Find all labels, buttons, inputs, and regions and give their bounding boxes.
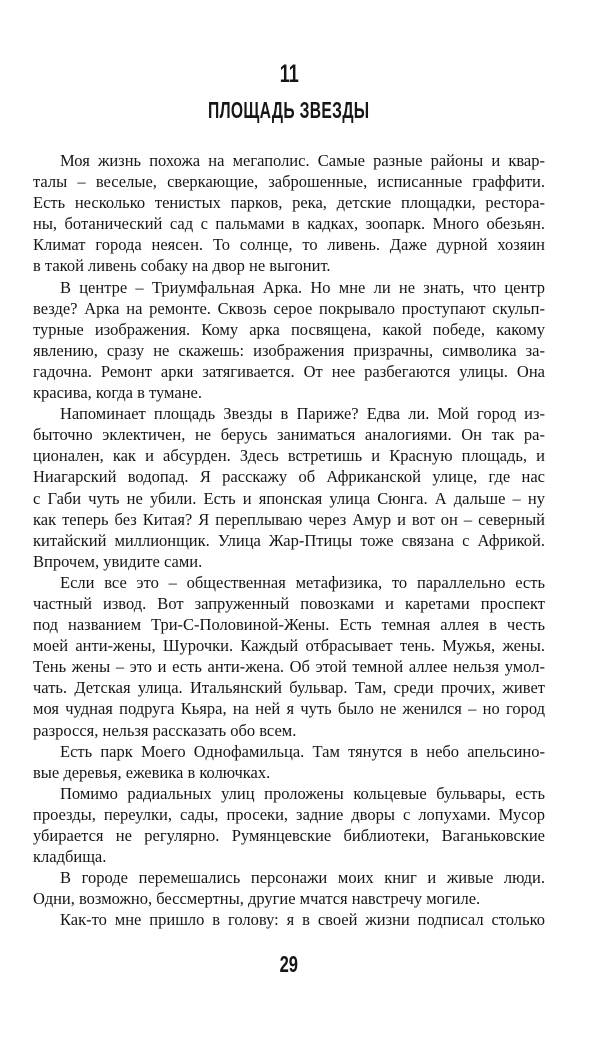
text-line: Ниагарский водопад. Я расскажу об Африканской улице, где нас (33, 467, 545, 487)
page-number (33, 951, 545, 977)
text-line: убирается не регулярно. Румянцевские библиотеки, Ваганьковские (33, 826, 545, 845)
text-line: красива, когда в тумане. (33, 383, 202, 403)
chapter-number (33, 61, 545, 87)
text-line: Впрочем, увидите сами. (33, 551, 203, 571)
text-line: ционален, как и абсурден. Здесь встретишь и Красную площадь, и (33, 446, 545, 466)
text-line: вые деревья, ежевика в колючках. (33, 762, 271, 782)
text-line: Помимо радиальных улиц проложены кольцевые бульвары, есть (60, 783, 545, 803)
text-line: В городе перемешались персонажи моих книг и живые люди. (60, 868, 545, 888)
body-text (33, 150, 545, 930)
text-line: моей анти-жены, Шурочки. Каждый отбрасывает тень. Мужья, жены. (33, 636, 545, 656)
text-line: Напоминает площадь Звезды в Париже? Едва ли. Мой город из- (60, 404, 545, 424)
text-line: разросся, нельзя рассказать обо всем. (33, 720, 297, 740)
text-line: проезды, переулки, сады, просеки, задние дворы с лопухами. Мусор (33, 804, 545, 824)
text-line: Есть несколько тенистых парков, река, детские площадки, рестора- (33, 193, 545, 213)
chapter-title-text: ПЛОЩАДЬ ЗВЕЗДЫ (208, 97, 370, 123)
text-line: талы – веселые, сверкающие, заброшенные, исписанные граффити. (33, 172, 545, 192)
text-line: Климат города неясен. То солнце, то ливень. Даже дурной хозяин (33, 235, 545, 255)
text-line: быточно эклектичен, не берусь заниматься аналогиями. Он так ра- (33, 425, 545, 445)
text-line: Моя жизнь похожа на мегаполис. Самые разные районы и квар- (60, 151, 545, 170)
text-line: чать. Детская улица. Итальянский бульвар. Там, среди прочих, живет (33, 678, 545, 698)
page-number-text: 29 (279, 951, 299, 977)
text-line: Как-то мне пришло в голову: я в своей жизни подписал столько (60, 910, 545, 930)
chapter-number-text: 11 (279, 60, 299, 88)
text-line: Одни, возможно, бессмертны, другие мчатся навстречу могиле. (33, 889, 481, 909)
text-line: Если все это – общественная метафизика, то параллельно есть (60, 572, 545, 592)
text-line: турные изображения. Кому арка посвящена, какой победе, какому (33, 319, 545, 339)
chapter-title (33, 96, 545, 124)
text-line: частный извод. Вот запруженный повозками и каретами проспект (33, 593, 545, 613)
text-line: с Габи чуть не убили. Есть и японская улица Сюнга. А дальше – ну (33, 488, 545, 508)
text-line: китайский миллионщик. Улица Жар-Птицы тоже связана с Африкой. (33, 530, 545, 550)
text-line: в такой ливень собаку на двор не выгонит. (33, 256, 331, 276)
text-line: кладбища. (33, 847, 107, 867)
text-line: В центре – Триумфальная Арка. Но мне ли не знать, что центр (60, 277, 545, 297)
text-line: ны, ботанический сад с пальмами в кадках, зоопарк. Много обезьян. (33, 214, 545, 234)
text-line: как теперь без Китая? Я переплываю через Амур и вот он – северный (33, 509, 545, 529)
text-line: под названием Три-С-Половиной-Жены. Есть темная аллея в честь (33, 615, 545, 635)
text-line: Тень жены – это и есть анти-жена. Об этой темной аллее нельзя умол- (33, 657, 545, 677)
text-line: гадочна. Ремонт арки затягивается. От нее разбегаются улицы. Она (33, 361, 545, 381)
text-line: везде? Арка на ремонте. Сквозь серое покрывало проступают скульп- (33, 298, 545, 318)
text-line: моя чудная подруга Кьяра, на ней я чуть было не женился – но город (33, 699, 545, 719)
text-line: явлению, сразу не скажешь: изображения призрачны, символика за- (33, 340, 545, 360)
text-line: Есть парк Моего Однофамильца. Там тянутся в небо апельсино- (60, 741, 545, 761)
